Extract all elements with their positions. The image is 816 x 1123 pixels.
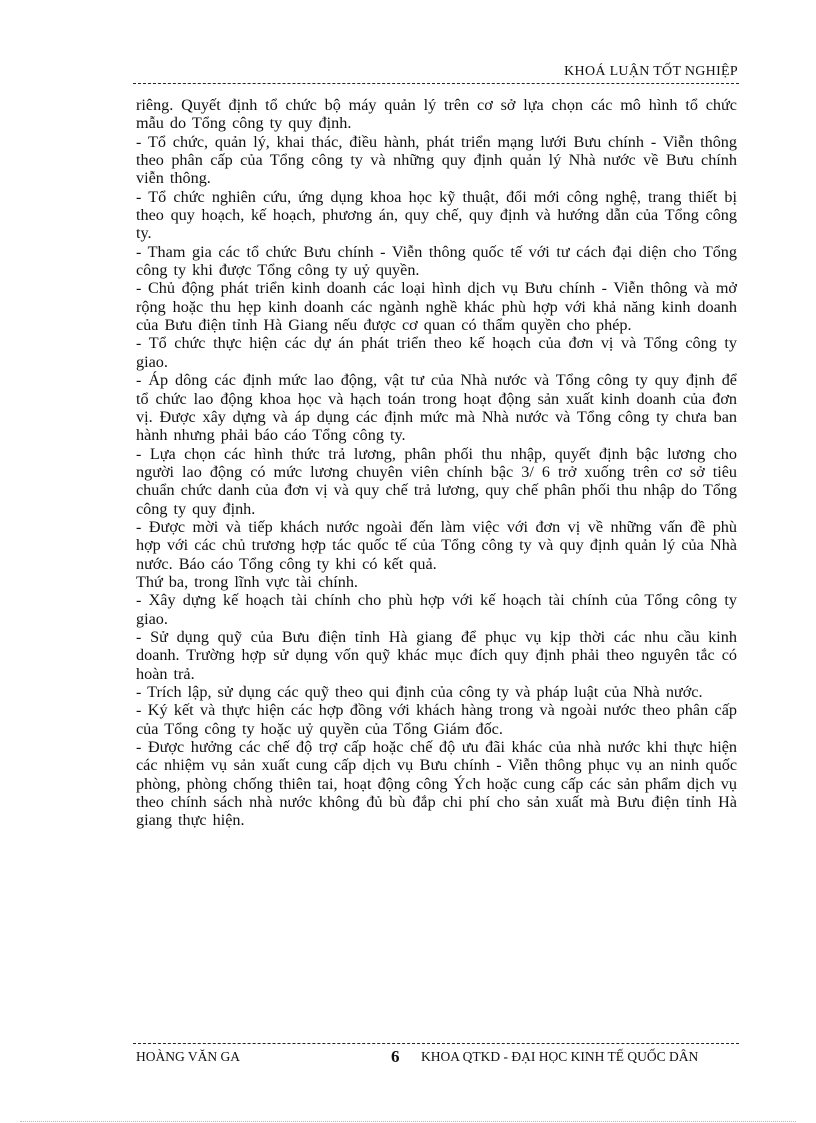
paragraph: - Được hưởng các chế độ trợ cấp hoặc chế độ ưu đãi khác của nhà nước khi thực hiện các nhiệm vụ sản xuất cung cấp dịch vụ Bưu chính - Viễn thông phục vụ an ninh quốc phòng, phòng chống thiên tai, hoạt động công Ých hoặc cung cấp các sản phẩm dịch vụ theo chính sách nhà nước không đủ bù đắp chi phí cho sản xuất mà Bưu điện tỉnh Hà giang thực hiện. [136, 738, 737, 830]
paragraph: - Áp dông các định mức lao động, vật tư của Nhà nước và Tổng công ty quy định để tổ chức lao động khoa học và hạch toán trong hoạt động sản xuất kinh doanh của đơn vị. Được xây dựng và áp dụng các định mức mà Nhà nước và Tổng công ty chưa ban hành nhưng phải báo cáo Tổng công ty. [136, 371, 737, 445]
footer [136, 1047, 738, 1067]
section-heading: Thứ ba, trong lĩnh vực tài chính. [136, 572, 358, 591]
footer-author: HOÀNG VĂN GA [136, 1049, 240, 1064]
paragraph: - Tổ chức thực hiện các dự án phát triển theo kế hoạch của đơn vị và Tổng công ty giao. [136, 334, 737, 371]
document-body [136, 96, 737, 830]
paragraph: - Trích lập, sử dụng các quỹ theo qui định của công ty và pháp luật của Nhà nước. [136, 683, 703, 701]
paragraph: - Ký kết và thực hiện các hợp đồng với khách hàng trong và ngoài nước theo phân cấp của Tổng công ty hoặc uỷ quyền của Tổng Giám đốc. [136, 701, 737, 738]
paragraph: - Xây dựng kế hoạch tài chính cho phù hợp với kế hoạch tài chính của Tổng công ty giao. [136, 591, 737, 628]
paragraph: - Tổ chức nghiên cứu, ứng dụng khoa học kỹ thuật, đổi mới công nghệ, trang thiết bị theo quy hoạch, kế hoạch, phương án, quy chế, quy định và hướng dẫn của Tổng công ty. [136, 187, 737, 243]
paragraph: - Chủ động phát triển kinh doanh các loại hình dịch vụ Bưu chính - Viễn thông và mở rộng hoặc thu hẹp kinh doanh các ngành nghề khác phù hợp với khả năng kinh doanh của Bưu điện tỉnh Hà Giang nếu được cơ quan có thẩm quyền cho phép. [136, 279, 737, 335]
paragraph: - Tham gia các tổ chức Bưu chính - Viễn thông quốc tế với tư cách đại diện cho Tổng công ty khi được Tổng công ty uỷ quyền. [136, 242, 737, 280]
footer-divider [133, 1043, 739, 1044]
page-edge [20, 1121, 796, 1122]
header-divider [133, 83, 739, 84]
footer-department: KHOA QTKD - ĐẠI HỌC KINH TẾ QUỐC DÂN [421, 1049, 699, 1064]
page-number: 6 [391, 1047, 400, 1066]
paragraph: - Sử dụng quỹ của Bưu điện tỉnh Hà giang để phục vụ kịp thời các nhu cầu kinh doanh. Trường hợp sử dụng vốn quỹ khác mục đích quy định phải theo nguyên tắc có hoàn trả. [136, 627, 737, 683]
paragraph: - Tổ chức, quản lý, khai thác, điều hành, phát triển mạng lưới Bưu chính - Viễn thông theo phân cấp của Tổng công ty và những quy định quản lý Nhà nước về Bưu chính viễn thông. [136, 132, 737, 188]
paragraph: riêng. Quyết định tổ chức bộ máy quản lý trên cơ sở lựa chọn các mô hình tổ chức mẫu do Tổng công ty quy định. [136, 96, 737, 133]
paragraph: - Được mời và tiếp khách nước ngoài đến làm việc với đơn vị về những vấn đề phù hợp với các chủ trương hợp tác quốc tế của Tổng công ty và quy định quản lý của Nhà nước. Báo cáo Tổng công ty khi có kết quả. [136, 517, 737, 573]
paragraph: - Lựa chọn các hình thức trả lương, phân phối thu nhập, quyết định bậc lương cho người lao động có mức lương chuyên viên chính bậc 3/ 6 trở xuống trên cơ sở tiêu chuẩn chức danh của đơn vị và quy chế trả lương, quy chế phân phối thu nhập do Tổng công ty quy định. [136, 444, 737, 518]
header-title: KHOÁ LUẬN TỐT NGHIỆP [564, 64, 738, 79]
